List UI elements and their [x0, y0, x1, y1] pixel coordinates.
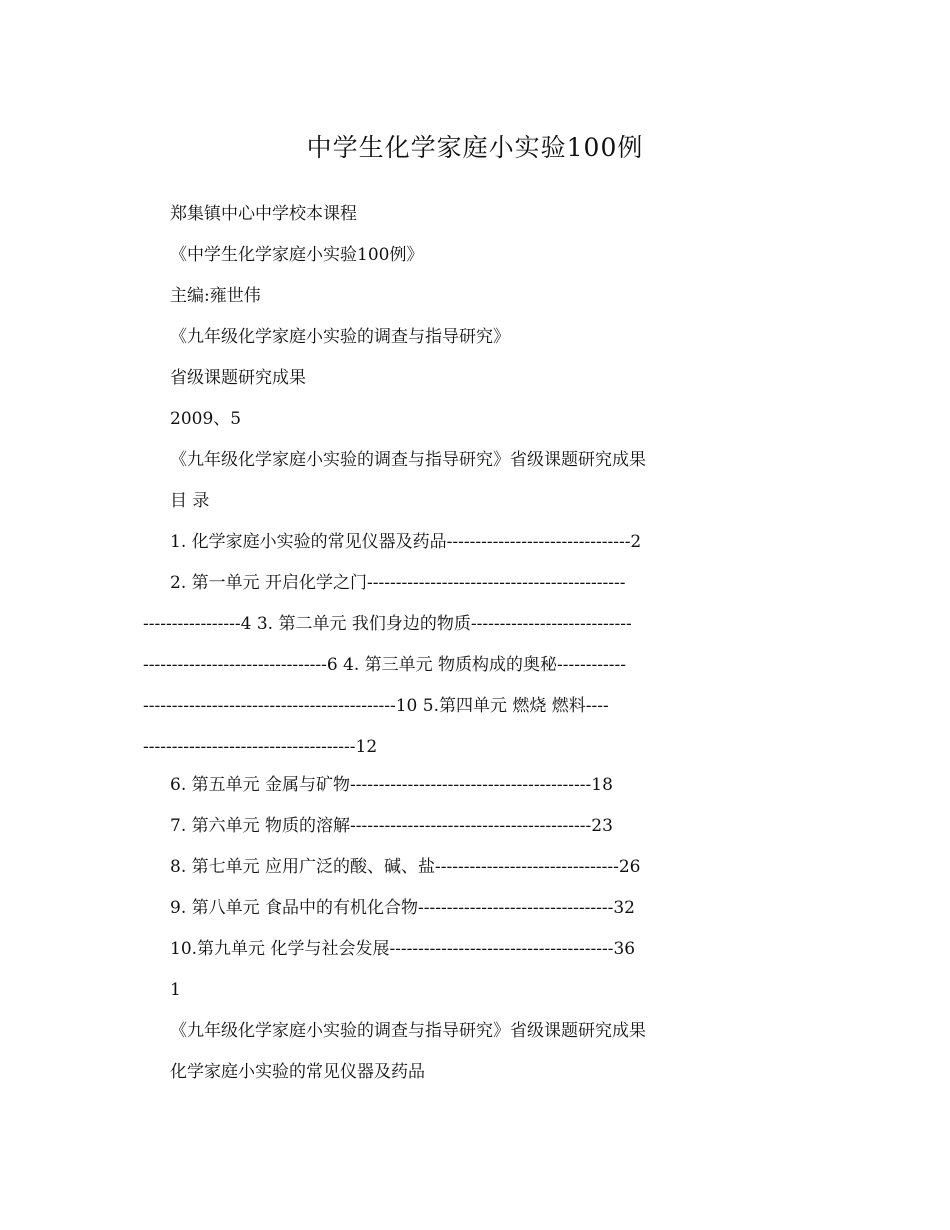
project-title-line: 《九年级化学家庭小实验的调查与指导研究》 [170, 327, 510, 347]
toc-item: 7. 第六单元 物质的溶解------------------------------------------23 [170, 816, 613, 836]
section-heading: 化学家庭小实验的常见仪器及药品 [170, 1062, 425, 1082]
toc-item: 1. 化学家庭小实验的常见仪器及药品--------------------------------2 [170, 532, 642, 552]
toc-wrapped-line: -----------------4 3. 第二单元 我们身边的物质---------------------------- [143, 614, 632, 634]
running-header: 《九年级化学家庭小实验的调查与指导研究》省级课题研究成果 [170, 1021, 646, 1041]
toc-item: 6. 第五单元 金属与矿物------------------------------------------18 [170, 775, 613, 795]
toc-wrapped-line: -------------------------------------12 [143, 737, 378, 757]
date-line: 2009、5 [170, 409, 242, 429]
toc-item: 10.第九单元 化学与社会发展---------------------------------------36 [170, 939, 636, 959]
project-result-line: 省级课题研究成果 [170, 368, 306, 388]
running-header-line: 《九年级化学家庭小实验的调查与指导研究》省级课题研究成果 [170, 450, 646, 470]
editor-line: 主编:雍世伟 [170, 286, 261, 306]
toc-item: 8. 第七单元 应用广泛的酸、碱、盐--------------------------------26 [170, 857, 641, 877]
toc-wrapped-line: --------------------------------6 4. 第三单元 物质构成的奥秘------------ [143, 655, 626, 675]
toc-item: 9. 第八单元 食品中的有机化合物----------------------------------32 [170, 898, 635, 918]
toc-heading: 目 录 [170, 491, 210, 511]
toc-wrapped-line: 2. 第一单元 开启化学之门--------------------------------------------- [170, 573, 626, 593]
page-number: 1 [170, 980, 181, 1000]
book-title-line: 《中学生化学家庭小实验100例》 [170, 245, 424, 265]
toc-wrapped-line: --------------------------------------------10 5.第四单元 燃烧 燃料---- [143, 696, 609, 716]
school-course-line: 郑集镇中心中学校本课程 [170, 204, 357, 224]
document-title: 中学生化学家庭小实验100例 [306, 133, 644, 162]
